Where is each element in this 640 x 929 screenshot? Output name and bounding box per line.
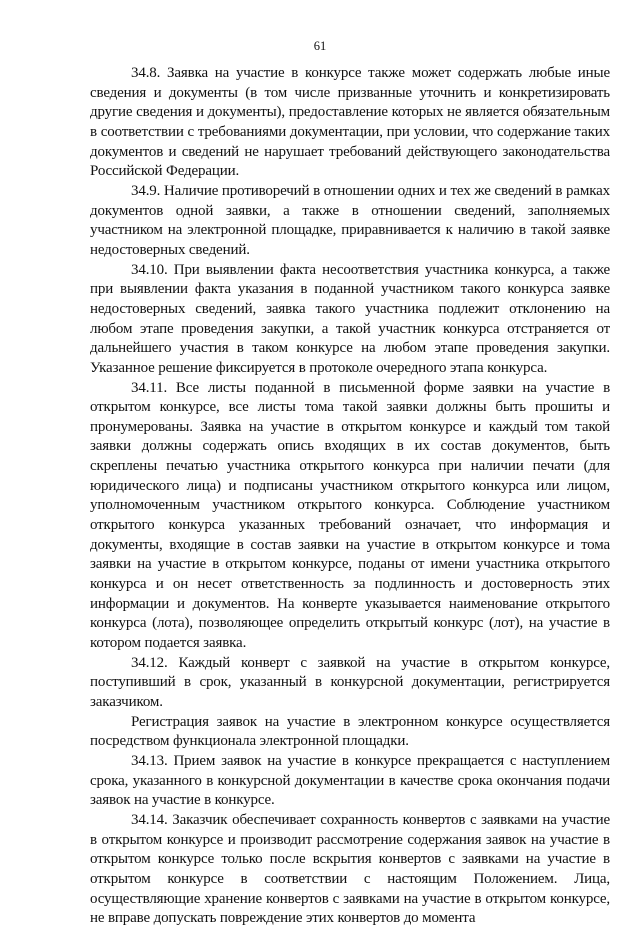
paragraph-34-10: 34.10. При выявлении факта несоответствия участника конкурса, а также при выявлении факта указания в поданной участником такого конкурса заявке недостоверных сведений, заявка такого участника подлежит отклонению на любом этапе проведения закупки, а такой участник конкурса отстраняется от дальнейшего участия в таком конкурсе на любом этапе проведения закупки. Указанное решение фиксируется в протоколе очередного этапа конкурса. [90,261,610,376]
paragraph-registration: Регистрация заявок на участие в электронном конкурсе осуществляется посредством функционала электронной площадки. [90,713,610,750]
page-number: 61 [313,39,327,53]
document-body [90,64,610,929]
paragraph-34-13: 34.13. Прием заявок на участие в конкурсе прекращается с наступлением срока, указанного в конкурсной документации в качестве срока окончания подачи заявок на участие в конкурсе. [90,752,610,809]
paragraph-34-11: 34.11. Все листы поданной в письменной форме заявки на участие в открытом конкурсе, все листы тома такой заявки должны быть прошиты и пронумерованы. Заявка на участие в открытом конкурсе и каждый том такой заявки должны содержать опись входящих в их состав документов, быть скреплены печатью участника открытого конкурса при наличии печати (для юридического лица) и подписаны участником открытого конкурса или лицом, уполномоченным участником открытого конкурса. Соблюдение участником открытого конкурса указанных требований означает, что информация и документы, входящие в состав заявки на участие в открытом конкурсе и тома заявки на участие в открытом конкурсе, поданы от имени участника открытого конкурса и он несет ответственность за подлинность и достоверность этих информации и документов. На конверте указывается наименование открытого конкурса (лота), позволяющее определить открытый конкурс (лот), на участие в котором подается заявка. [90,379,610,652]
paragraph-34-8: 34.8. Заявка на участие в конкурсе также может содержать любые иные сведения и документы (в том числе призванные уточнить и конкретизировать другие сведения и документы), предоставление которых не является обязательным в соответствии с требованиями документации, при условии, что содержание таких документов и сведений не нарушает требований действующего законодательства Российской Федерации. [90,65,610,180]
paragraph-34-9: 34.9. Наличие противоречий в отношении одних и тех же сведений в рамках документов одной заявки, а также в отношении сведений, заполняемых участником на электронной площадке, приравнивается к наличию в такой заявке недостоверных сведений. [90,182,610,258]
paragraph-34-12: 34.12. Каждый конверт с заявкой на участие в открытом конкурсе, поступивший в срок, указанный в конкурсной документации, регистрируется заказчиком. [90,654,610,710]
paragraph-34-14: 34.14. Заказчик обеспечивает сохранность конвертов с заявками на участие в открытом конкурсе и производит рассмотрение содержания заявок на участие в открытом конкурсе только после вскрытия конвертов с заявками на участие в открытом конкурсе в соответствии с настоящим Положением. Лица, осуществляющие хранение конвертов с заявками на участие в открытом конкурсе, не вправе допускать повреждение этих конвертов до момента [90,811,610,927]
